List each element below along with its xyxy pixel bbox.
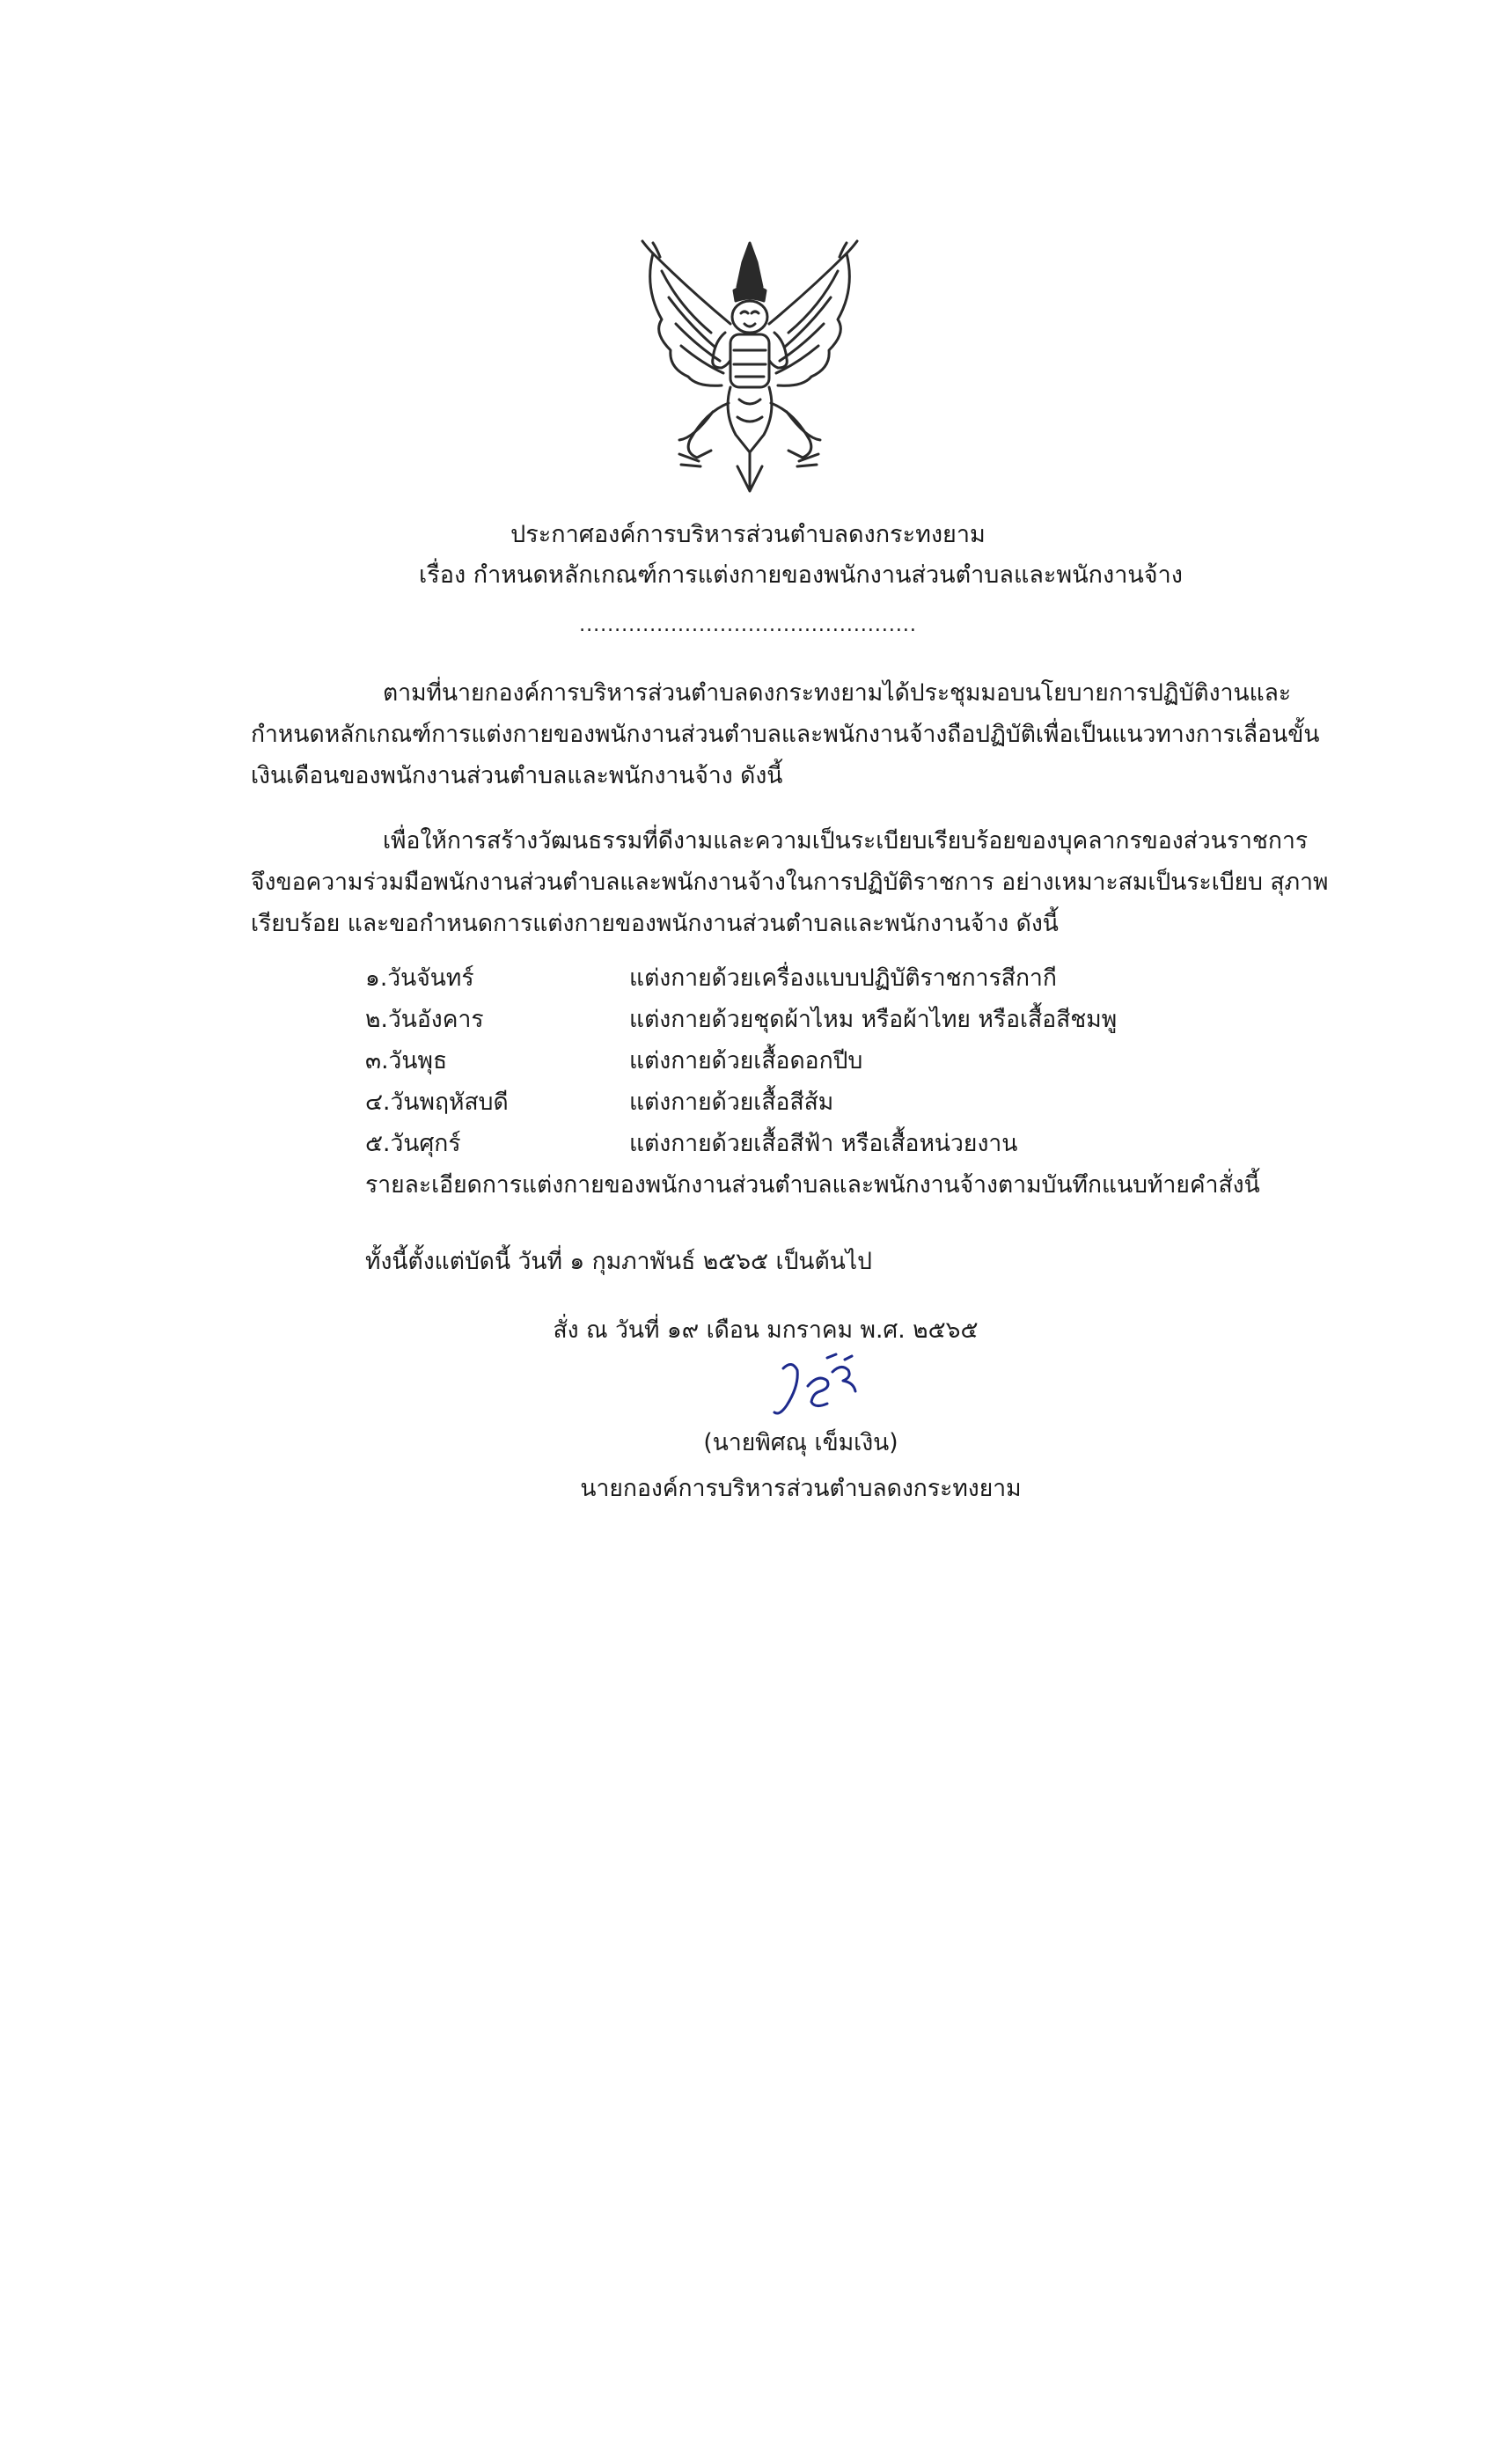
signature-icon: [757, 1351, 880, 1430]
details-note: รายละเอียดการแต่งกายของพนักงานส่วนตำบลและพนักงานจ้างตามบันทึกแนบท้ายคำสั่งนี้: [365, 1171, 1260, 1199]
paragraph-2-text: เพื่อให้การสร้างวัฒนธรรมที่ดีงามและความเป็นระเบียบเรียบร้อยของบุคลากรของส่วนราชการจึงขอความร่วมมือพนักงานส่วนตำบลและพนักงานจ้างในการปฏิบัติราชการ อย่างเหมาะสมเป็นระเบียบ สุภาพเรียบร้อย และขอกำหนดการแต่งกายของพนักงานส่วนตำบลและพนักงานจ้าง ดังนี้: [251, 827, 1329, 937]
announcement-issuer: ประกาศองค์การบริหารส่วนตำบลดงกระทงยาม: [510, 521, 986, 548]
list-item: [365, 999, 1245, 1040]
dress-code-day: ๒.วันอังคาร: [365, 1006, 484, 1033]
paragraph-1-text: ตามที่นายกองค์การบริหารส่วนตำบลดงกระทงยามได้ประชุมมอบนโยบายการปฏิบัติงานและกำหนดหลักเกณฑ์การแต่งกายของพนักงานส่วนตำบลและพนักงานจ้างถือปฏิบัติเพื่อเป็นแนวทางการเลื่อนขั้นเงินเดือนของพนักงานส่วนตำบลและพนักงานจ้าง ดังนี้: [251, 679, 1320, 789]
paragraph-1: [251, 672, 1329, 796]
dress-code-day: ๔.วันพฤหัสบดี: [365, 1089, 509, 1116]
dress-code-attire: แต่งกายด้วยเสื้อดอกปีบ: [629, 1047, 863, 1074]
signatory-name: (นายพิศณุ เข็มเงิน): [703, 1429, 898, 1456]
dress-code-day: ๕.วันศุกร์: [365, 1130, 461, 1157]
dress-code-day: ๑.วันจันทร์: [365, 964, 474, 992]
garuda-emblem-icon: [627, 236, 873, 500]
dress-code-attire: แต่งกายด้วยเครื่องแบบปฏิบัติราชการสีกากี: [629, 964, 1057, 992]
separator-line: ................................................: [579, 614, 917, 636]
list-item: [365, 1082, 1245, 1123]
dress-code-attire: แต่งกายด้วยเสื้อสีส้ม: [629, 1089, 834, 1116]
list-item: [365, 1040, 1245, 1082]
effective-date: ทั้งนี้ตั้งแต่บัดนี้ วันที่ ๑ กุมภาพันธ์ ๒๕๖๕ เป็นต้นไป: [365, 1248, 872, 1275]
list-item: [365, 957, 1245, 999]
dress-code-list: [365, 957, 1245, 1164]
issued-date: สั่ง ณ วันที่ ๑๙ เดือน มกราคม พ.ศ. ๒๕๖๕: [553, 1316, 979, 1344]
announcement-subject: เรื่อง กำหนดหลักเกณฑ์การแต่งกายของพนักงานส่วนตำบลและพนักงานจ้าง: [419, 561, 1183, 589]
paragraph-2: [251, 820, 1329, 944]
dress-code-attire: แต่งกายด้วยชุดผ้าไหม หรือผ้าไทย หรือเสื้อสีชมพู: [629, 1006, 1118, 1033]
dress-code-day: ๓.วันพุธ: [365, 1047, 448, 1074]
signatory-position: นายกองค์การบริหารส่วนตำบลดงกระทงยาม: [580, 1475, 1022, 1502]
dress-code-attire: แต่งกายด้วยเสื้อสีฟ้า หรือเสื้อหน่วยงาน: [629, 1130, 1018, 1157]
list-item: [365, 1123, 1245, 1164]
